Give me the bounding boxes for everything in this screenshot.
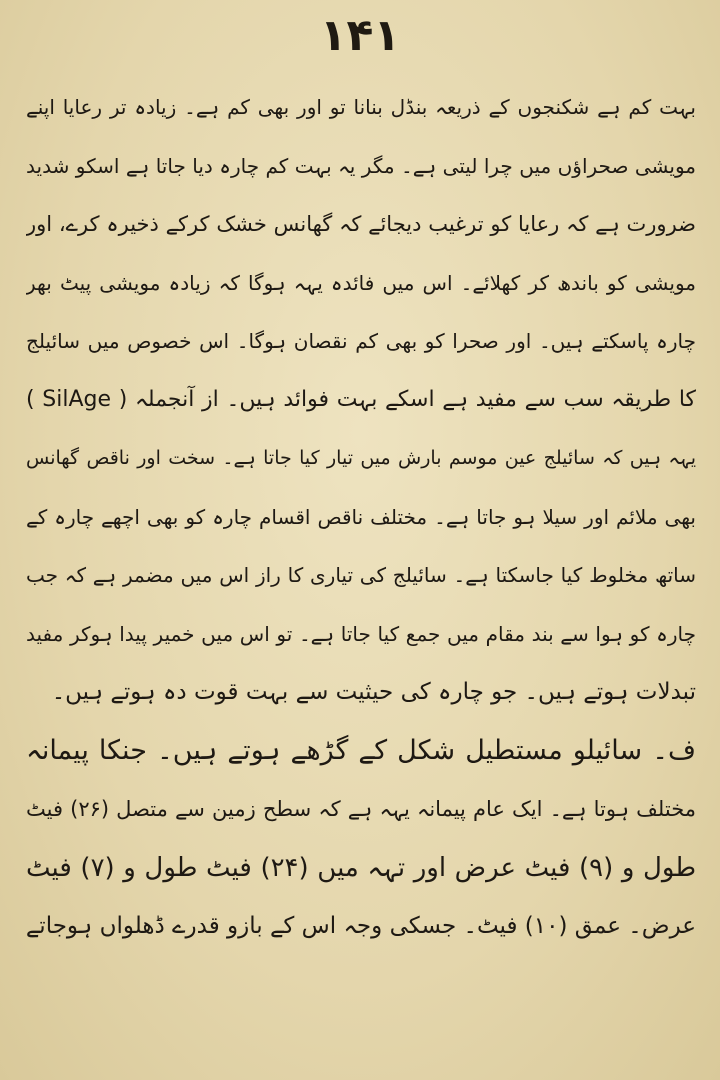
- text-line: طول و (۹) فیٹ عرض اور تہہ میں (۲۴) فیٹ طول و (۷) فیٹ: [26, 852, 696, 883]
- text-line: عرض۔ عمق (۱۰) فیٹ۔ جسکی وجہ اس کے بازو قدرے ڈھلواں ہوجاتے: [26, 913, 696, 939]
- text-line: چارہ پاسکتے ہیں۔ اور صحرا کو بھی کم نقصان ہوگا۔ اس خصوص میں سائیلج: [26, 329, 696, 353]
- text-line: مختلف ہوتا ہے۔ ایک عام پیمانہ یہہ ہے کہ سطح زمین سے متصل (۲۶) فیٹ: [26, 797, 696, 821]
- text-line: تبدلات ہوتے ہیں۔ جو چارہ کی حیثیت سے بہت قوت دہ ہوتے ہیں۔: [51, 679, 696, 705]
- text-line: چارہ کو ہوا سے بند مقام میں جمع کیا جاتا ہے۔ تو اس میں خمیر پیدا ہوکر مفید: [26, 621, 696, 646]
- text-line: بہت کم ہے شکنجوں کے ذریعہ بنڈل بنانا تو اور بھی کم ہے۔ زیادہ تر رعایا اپنے: [26, 95, 696, 119]
- text-line: ضرورت ہے کہ رعایا کو ترغیب دیجائے کہ گھانس خشک کرکے ذخیرہ کرے، اور: [26, 212, 696, 236]
- text-line: ساتھ مخلوط کیا جاسکتا ہے۔ سائیلج کی تیاری کا راز اس میں مضمر ہے کہ جب: [26, 563, 696, 587]
- text-line: یہہ ہیں کہ سائیلج عین موسم بارش میں تیار کیا جاتا ہے۔ سخت اور ناقص گھانس: [26, 447, 696, 469]
- text-line: مویشی صحراؤں میں چرا لیتی ہے۔ مگر یہ بہت کم چارہ دیا جاتا ہے اسکو شدید: [26, 153, 696, 178]
- text-line: ( SilAge ) کا طریقہ سب سے مفید ہے اسکے بہت فوائد ہیں۔ از آنجملہ: [26, 386, 696, 412]
- text-line: ف۔ سائیلو مستطیل شکل کے گڑھے ہوتے ہیں۔ جنکا پیمانہ: [26, 734, 696, 766]
- body-text: [26, 78, 696, 956]
- text-line: مویشی کو باندھ کر کھلائے۔ اس میں فائدہ یہہ ہوگا کہ زیادہ مویشی پیٹ بھر: [26, 270, 696, 295]
- page-number: ۱۴۱: [319, 10, 401, 61]
- text-line: بھی ملائم اور سیلا ہو جاتا ہے۔ مختلف ناقص اقسام چارہ کو بھی اچھے چارہ کے: [26, 504, 696, 529]
